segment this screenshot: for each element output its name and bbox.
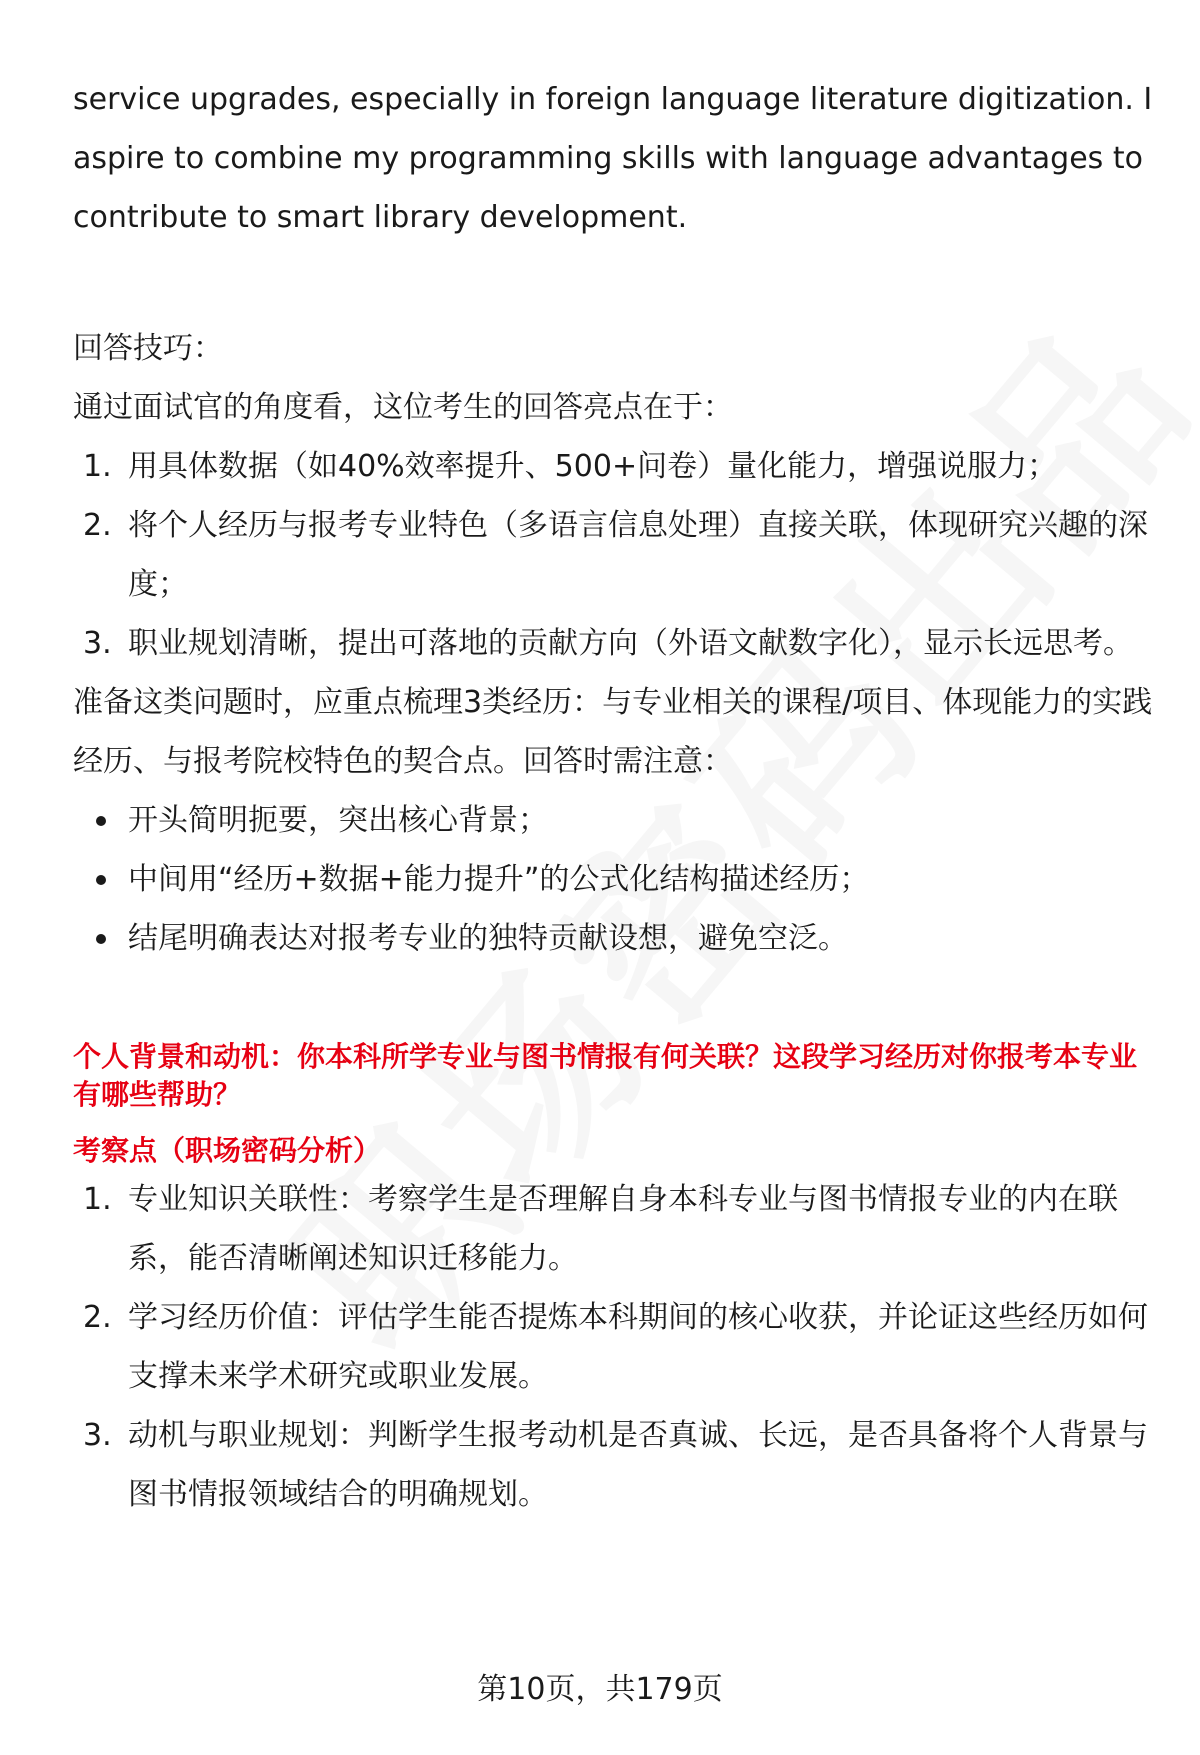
list-item-text: 用具体数据（如40%效率提升、500+问卷）量化能力，增强说服力；	[128, 449, 1058, 484]
list-item	[73, 1406, 1163, 1524]
prep-paragraph: 准备这类问题时，应重点梳理3类经历：与专业相关的课程/项目、体现能力的实践经历、与报考院校特色的契合点。回答时需注意：	[73, 685, 1153, 779]
list-number: 1.	[83, 449, 112, 484]
list-item-text: 职业规划清晰，提出可落地的贡献方向（外语文献数字化），显示长远思考。	[128, 626, 1133, 661]
page-content	[73, 70, 1163, 1524]
list-item-text: 专业知识关联性：考察学生是否理解自身本科专业与图书情报专业的内在联系，能否清晰阐述知识迁移能力。	[128, 1182, 1118, 1276]
tips-heading: 回答技巧：	[73, 331, 223, 366]
list-item	[73, 614, 1163, 673]
intro-paragraph: service upgrades, especially in foreign language literature digitization. I aspire to combine my programming skills with language advantages to contribute to smart library development.	[73, 82, 1153, 235]
list-number: 2.	[83, 1300, 112, 1335]
list-item	[73, 437, 1163, 496]
list-item-text: 动机与职业规划：判断学生报考动机是否真诚、长远，是否具备将个人背景与图书情报领域结合的明确规划。	[128, 1418, 1148, 1512]
list-item	[73, 791, 1163, 850]
page-footer: 第10页，共179页	[477, 1672, 723, 1707]
list-number: 3.	[83, 1418, 112, 1453]
list-item-text: 中间用“经历+数据+能力提升”的公式化结构描述经历；	[128, 862, 870, 897]
tips-list	[73, 437, 1163, 673]
notes-list	[73, 791, 1163, 968]
list-item-text: 学习经历价值：评估学生能否提炼本科期间的核心收获，并论证这些经历如何支撑未来学术研究或职业发展。	[128, 1300, 1148, 1394]
list-number: 2.	[83, 508, 112, 543]
list-item	[73, 1288, 1163, 1406]
list-item-text: 结尾明确表达对报考专业的独特贡献设想，避免空泛。	[128, 921, 848, 956]
list-item	[73, 909, 1163, 968]
bullet-icon	[96, 934, 106, 944]
tips-subheading: 通过面试官的角度看，这位考生的回答亮点在于：	[73, 390, 733, 425]
bullet-icon	[96, 875, 106, 885]
list-item	[73, 1170, 1163, 1288]
list-item-text: 将个人经历与报考专业特色（多语言信息处理）直接关联，体现研究兴趣的深度；	[128, 508, 1148, 602]
bullet-icon	[96, 816, 106, 826]
list-item-text: 开头简明扼要，突出核心背景；	[128, 803, 548, 838]
list-item	[73, 496, 1163, 614]
list-item	[73, 850, 1163, 909]
list-number: 1.	[83, 1182, 112, 1217]
list-number: 3.	[83, 626, 112, 661]
focus-heading: 考察点（职场密码分析）	[73, 1134, 382, 1167]
question-title: 个人背景和动机：你本科所学专业与图书情报有何关联？这段学习经历对你报考本专业有哪些帮助？	[73, 1040, 1138, 1111]
focus-list	[73, 1170, 1163, 1524]
